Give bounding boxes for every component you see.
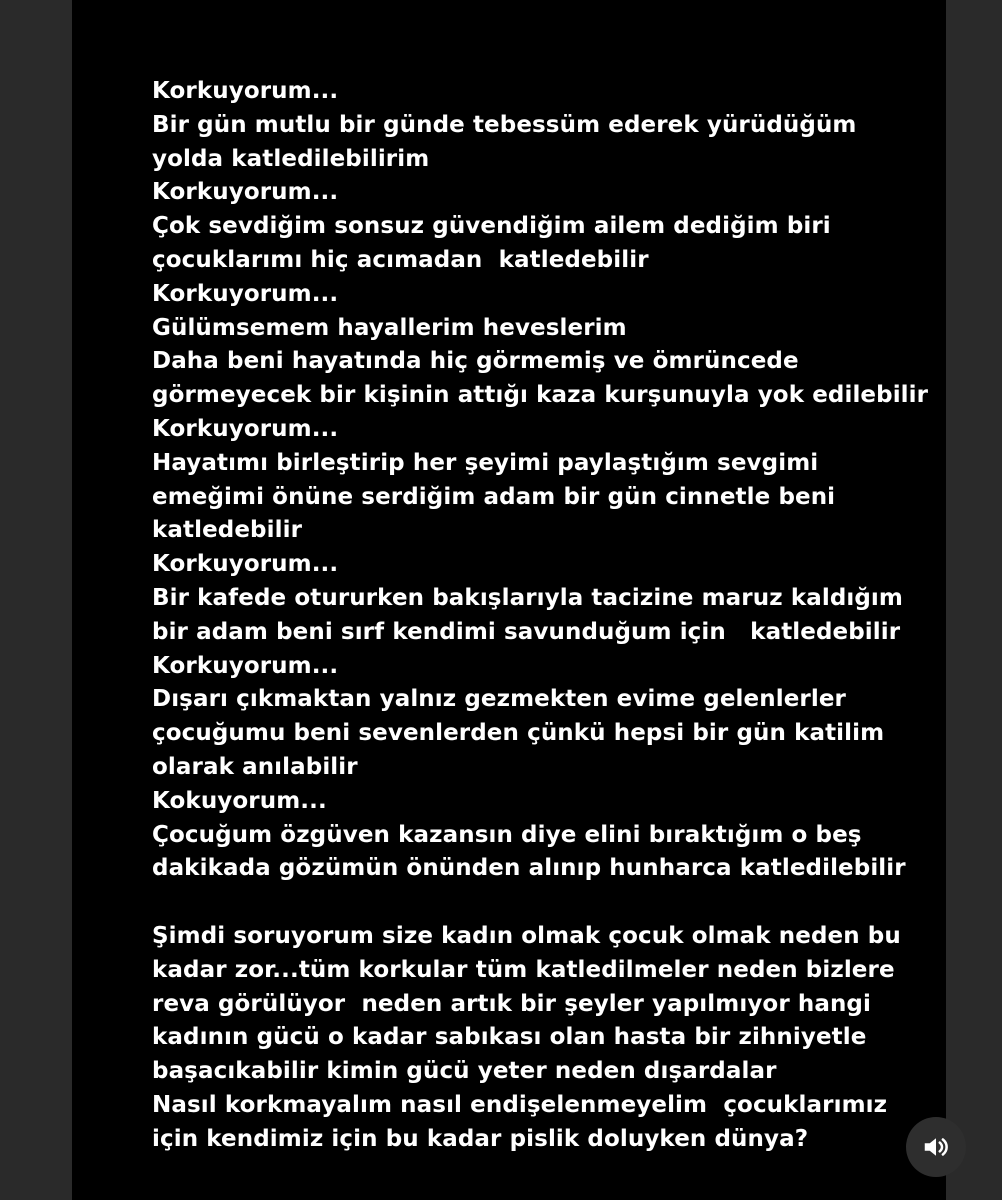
paragraph-gap xyxy=(152,886,942,920)
story-line: Kokuyorum... xyxy=(152,787,327,814)
story-line: Bir kafede otururken bakışlarıyla tacizine maruz kaldığım xyxy=(152,584,903,611)
story-line: Daha beni hayatında hiç görmemiş ve ömrüncede xyxy=(152,348,799,375)
story-line: reva görülüyor neden artık bir şeyler yapılmıyor hangi xyxy=(152,990,871,1017)
story-line: başacıkabilir kimin gücü yeter neden dışardalar xyxy=(152,1058,777,1085)
story-line: Çok sevdiğim sonsuz güvendiğim ailem dediğim biri xyxy=(152,213,831,240)
sound-toggle-button[interactable] xyxy=(906,1117,966,1177)
story-line: bir adam beni sırf kendimi savunduğum için katledebilir xyxy=(152,618,901,645)
story-line: Korkuyorum... xyxy=(152,551,339,578)
speaker-volume-icon xyxy=(921,1132,951,1162)
story-text xyxy=(152,75,942,1157)
story-line: Gülümsemem hayallerim heveslerim xyxy=(152,314,627,341)
story-line: kadar zor...tüm korkular tüm katledilmeler neden bizlere xyxy=(152,956,895,983)
story-line: Korkuyorum... xyxy=(152,280,339,307)
story-line: Hayatımı birleştirip her şeyimi paylaştığım sevgimi xyxy=(152,449,819,476)
story-line: çocuğumu beni sevenlerden çünkü hepsi bir gün katilim xyxy=(152,720,885,747)
story-line: olarak anılabilir xyxy=(152,753,358,780)
story-line: Şimdi soruyorum size kadın olmak çocuk olmak neden bu xyxy=(152,922,901,949)
story-line: Korkuyorum... xyxy=(152,652,339,679)
story-line: çocuklarımı hiç acımadan katledebilir xyxy=(152,246,649,273)
story-line: için kendimiz için bu kadar pislik doluyken dünya? xyxy=(152,1125,809,1152)
story-line: görmeyecek bir kişinin attığı kaza kurşunuyla yok edilebilir xyxy=(152,382,929,409)
story-line: Korkuyorum... xyxy=(152,415,339,442)
story-line: Çocuğum özgüven kazansın diye elini bıraktığım o beş xyxy=(152,821,862,848)
story-line: Bir gün mutlu bir günde tebessüm ederek yürüdüğüm xyxy=(152,111,857,138)
story-slide[interactable] xyxy=(72,0,946,1200)
story-line: yolda katledilebilirim xyxy=(152,145,430,172)
story-line: Korkuyorum... xyxy=(152,179,339,206)
story-line: Nasıl korkmayalım nasıl endişelenmeyelim çocuklarımız xyxy=(152,1091,888,1118)
story-line: katledebilir xyxy=(152,517,303,544)
story-line: dakikada gözümün önünden alınıp hunharca katledilebilir xyxy=(152,855,906,882)
story-line: kadının gücü o kadar sabıkası olan hasta bir zihniyetle xyxy=(152,1024,867,1051)
story-line: Dışarı çıkmaktan yalnız gezmekten evime gelenlerler xyxy=(152,686,846,713)
story-line: Korkuyorum... xyxy=(152,78,339,104)
story-line: emeğimi önüne serdiğim adam bir gün cinnetle beni xyxy=(152,483,836,510)
